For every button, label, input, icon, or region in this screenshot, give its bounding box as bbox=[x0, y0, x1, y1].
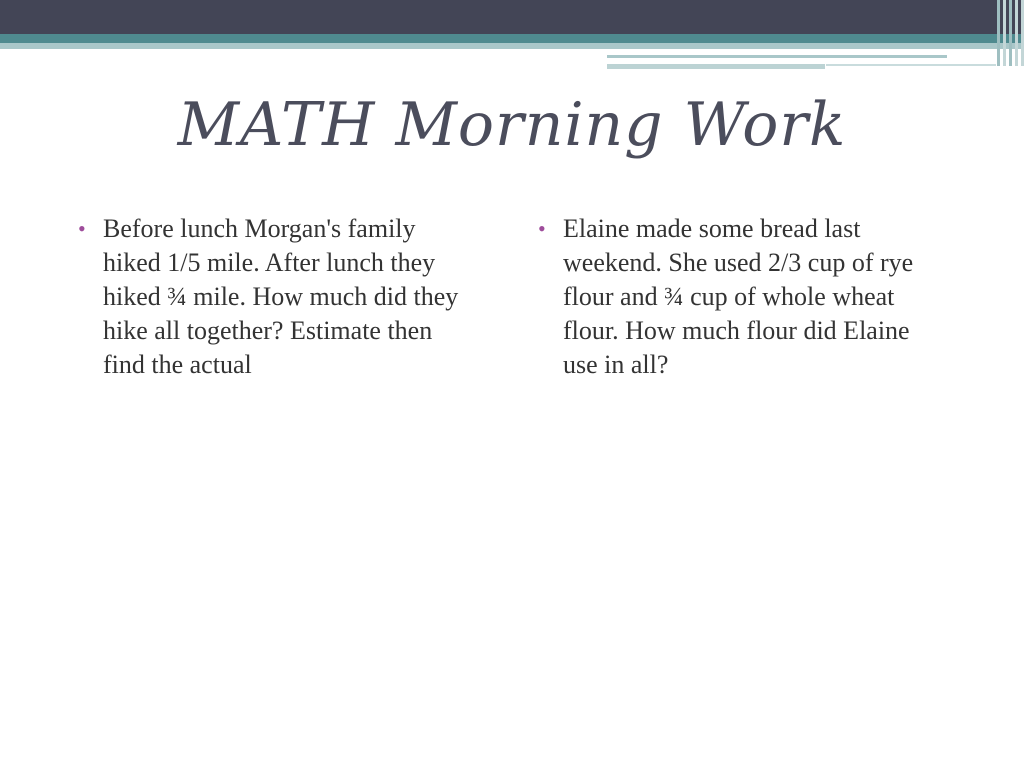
decorative-line bbox=[826, 64, 996, 66]
left-column bbox=[78, 212, 478, 382]
problem-text: Elaine made some bread last weekend. She used 2/3 cup of rye flour and ¾ cup of whole wheat flour. How much flour did Elaine use in all? bbox=[563, 214, 914, 379]
problem-bullet-hiking bbox=[78, 212, 478, 382]
bullet-icon: • bbox=[78, 216, 86, 241]
right-column bbox=[538, 212, 938, 382]
slide-title: MATH Morning Work bbox=[177, 90, 847, 160]
problem-bullet-bread bbox=[538, 212, 938, 382]
decorative-line bbox=[607, 55, 947, 58]
decorative-line bbox=[607, 64, 825, 69]
header-band-teal bbox=[0, 34, 1024, 43]
header-band-light bbox=[0, 43, 1024, 49]
problem-text: Before lunch Morgan's family hiked 1/5 mile. After lunch they hiked ¾ mile. How much did they hike all together? Estimate then find the actual bbox=[103, 214, 459, 379]
bullet-icon: • bbox=[538, 216, 546, 241]
decorative-stripes bbox=[990, 0, 1024, 66]
header-band-dark bbox=[0, 0, 1024, 34]
